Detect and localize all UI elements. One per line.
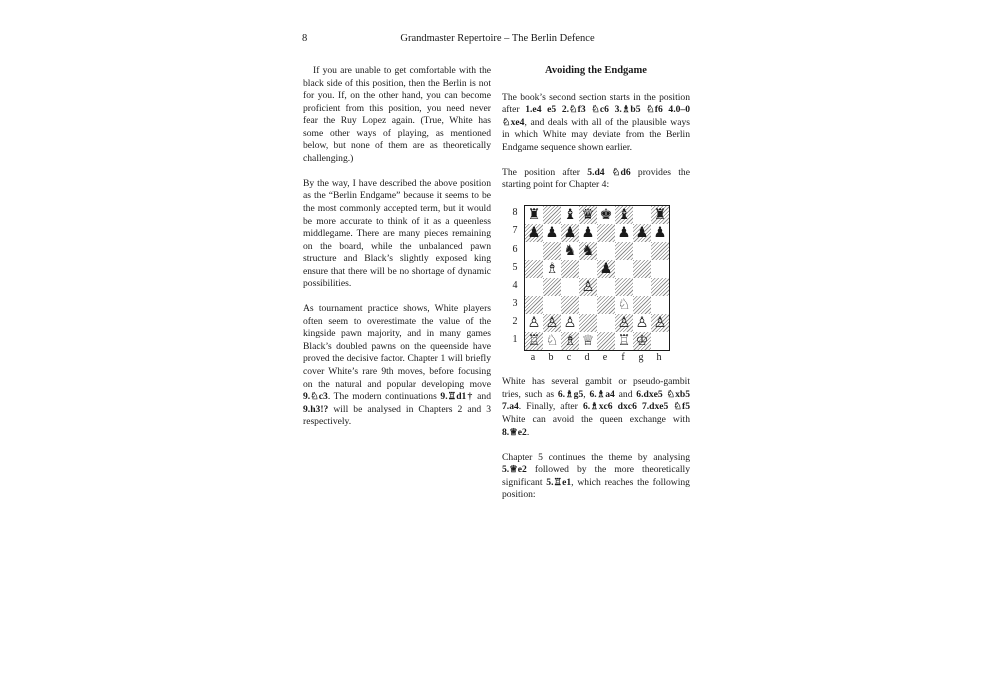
board-square: [579, 260, 597, 278]
chess-piece-icon: ♟: [635, 225, 649, 242]
left-column: [303, 65, 491, 441]
rank-label: 8: [512, 207, 518, 219]
chess-piece-icon: ♟: [653, 225, 667, 242]
board-square: [615, 242, 633, 260]
board-square: [525, 260, 543, 278]
chess-move: 9.♘c3: [303, 391, 328, 403]
chess-piece-icon: ♟: [563, 225, 577, 242]
chess-piece-icon: ♚: [599, 207, 613, 224]
board-square: [633, 296, 651, 314]
board-square: [525, 278, 543, 296]
board-square: [579, 206, 597, 224]
chess-piece-icon: ♞: [563, 243, 577, 260]
text-run: and: [473, 391, 491, 403]
board-square: [543, 206, 561, 224]
board-square: [615, 206, 633, 224]
text-run: White has several gambit or pseudo-gambit tries, such as: [502, 376, 690, 400]
chess-piece-icon: ♔: [635, 333, 649, 350]
board-square: [525, 314, 543, 332]
board-square: [561, 278, 579, 296]
paragraph: [502, 452, 690, 502]
chess-piece-icon: ♙: [653, 315, 667, 332]
board-square: [615, 332, 633, 350]
chess-piece-icon: ♙: [635, 315, 649, 332]
board-square: [579, 314, 597, 332]
board-square: [597, 278, 615, 296]
chess-piece-icon: ♞: [581, 243, 595, 260]
board-square: [651, 296, 669, 314]
board-square: [561, 242, 579, 260]
text-run: As tournament practice shows, White players often seem to overestimate the value of the kingside pawn majority, and in many games Black’s doubled pawns on the queenside have proved the decisive factor. Chapter 1 will briefly cover White’s rare 9th moves, before focusing on the natural and popular developing move: [303, 303, 491, 390]
chess-move: 5.♖e1: [546, 476, 572, 488]
chess-piece-icon: ♛: [581, 207, 595, 224]
text-run: ,: [583, 388, 590, 400]
board-square: [615, 314, 633, 332]
board-square: [543, 314, 561, 332]
chess-piece-icon: ♙: [545, 315, 559, 332]
chess-move: 9.h3!?: [303, 403, 329, 415]
rank-label: 6: [512, 243, 518, 255]
board-square: [579, 332, 597, 350]
board-square: [615, 260, 633, 278]
board-square: [543, 278, 561, 296]
board-square: [651, 314, 669, 332]
paragraph: If you are unable to get comfortable with the black side of this position, then the Berlin is not for you. If, on the other hand, you can become proficient from this position, you need never fear the Ruy Lopez again. (True, White has some other ways of playing, as mentioned below, but none of them are as theoretically challenging.): [303, 65, 491, 164]
chess-piece-icon: ♘: [617, 297, 631, 314]
board-square: [561, 206, 579, 224]
board-square: [579, 224, 597, 242]
board-square: [525, 332, 543, 350]
chess-piece-icon: ♜: [653, 207, 667, 224]
rank-label: 5: [512, 261, 518, 273]
board-square: [561, 296, 579, 314]
board-square: [543, 224, 561, 242]
chess-diagram: [502, 204, 690, 366]
board-square: [543, 332, 561, 350]
board-square: [615, 296, 633, 314]
board-square: [597, 332, 615, 350]
rank-label: 4: [512, 279, 518, 291]
paragraph: [303, 303, 491, 428]
board-square: [651, 224, 669, 242]
file-label: b: [548, 352, 554, 364]
paragraph: [502, 167, 690, 192]
chess-piece-icon: ♙: [581, 279, 595, 296]
board-square: [633, 332, 651, 350]
text-run: . Finally, after: [518, 401, 583, 413]
chess-piece-icon: ♙: [563, 315, 577, 332]
board-square: [579, 296, 597, 314]
running-title: Grandmaster Repertoire – The Berlin Defence: [400, 33, 595, 44]
file-label: g: [638, 352, 644, 364]
board-square: [543, 242, 561, 260]
chess-move: 6.♗xc6 dxc6 7.dxe5 ♘f5: [582, 401, 690, 413]
board-square: [525, 242, 543, 260]
board-square: [597, 260, 615, 278]
file-label: h: [656, 352, 662, 364]
board-square: [651, 242, 669, 260]
text-run: Chapter 5 continues the theme by analysing: [502, 451, 690, 463]
board-square: [561, 314, 579, 332]
board-square: [615, 278, 633, 296]
chess-piece-icon: ♜: [527, 207, 541, 224]
board-square: [633, 278, 651, 296]
chess-piece-icon: ♙: [617, 315, 631, 332]
board-square: [633, 224, 651, 242]
board-square: [651, 332, 669, 350]
chess-piece-icon: ♗: [563, 333, 577, 350]
chess-piece-icon: ♟: [527, 225, 541, 242]
board-square: [597, 242, 615, 260]
chess-piece-icon: ♖: [527, 333, 541, 350]
file-label: c: [566, 352, 572, 364]
board-square: [651, 278, 669, 296]
text-run: The book’s second section starts in the position after: [502, 91, 690, 116]
chess-moves: 1.e4 e5 2.♘f3 ♘c6 3.♗b5 ♘f6 4.0–0 ♘xe4: [502, 104, 690, 128]
board-square: [561, 332, 579, 350]
board-square: [633, 260, 651, 278]
text-run: provides the starting point for Chapter 4:: [502, 166, 690, 191]
rank-label: 7: [512, 225, 518, 237]
chess-piece-icon: ♝: [563, 207, 577, 224]
board-square: [597, 224, 615, 242]
text-run: , and deals with all of the plausible ways in which White may deviate from the Berlin Endgame sequence shown earlier.: [502, 116, 690, 153]
file-labels: [524, 352, 670, 365]
paragraph: By the way, I have described the above position as the “Berlin Endgame” because it seems to be the most commonly accepted term, but it would be more accurate to think of it as a queenless middlegame. There are many pieces remaining on the board, while the unbalanced pawn structure and Black’s slightly exposed king ensure that there will be no shortage of dynamic possibilities.: [303, 177, 491, 290]
board-square: [615, 224, 633, 242]
page-number: 8: [302, 33, 308, 44]
page-header: [300, 33, 695, 49]
board-square: [633, 314, 651, 332]
chess-move: 6.♗a4: [589, 388, 615, 400]
text-run: and: [614, 388, 637, 400]
chess-piece-icon: ♗: [545, 261, 559, 278]
chess-move: 5.♕e2: [502, 464, 527, 476]
chess-move: 6.♗g5: [557, 388, 584, 400]
rank-labels: [508, 204, 522, 349]
paragraph: [502, 92, 690, 155]
rank-label: 2: [512, 315, 518, 327]
board-square: [525, 296, 543, 314]
chess-piece-icon: ♙: [527, 315, 541, 332]
text-run: , which reaches the following position:: [502, 476, 690, 501]
text-run: . The modern continuations: [327, 391, 441, 403]
board-square: [597, 206, 615, 224]
chess-move: 8.♕e2: [502, 426, 527, 438]
board-square: [525, 224, 543, 242]
section-title: Avoiding the Endgame: [545, 65, 647, 76]
board-square: [543, 296, 561, 314]
chess-piece-icon: ♟: [545, 225, 559, 242]
chess-piece-icon: ♖: [617, 333, 631, 350]
chess-piece-icon: ♟: [581, 225, 595, 242]
rank-label: 1: [512, 334, 518, 346]
board-square: [579, 242, 597, 260]
chess-piece-icon: ♘: [545, 333, 559, 350]
text-run: .: [526, 426, 530, 438]
board-square: [651, 206, 669, 224]
file-label: f: [621, 352, 625, 364]
board-square: [579, 278, 597, 296]
board-square: [633, 206, 651, 224]
chess-board: [524, 205, 670, 351]
paragraph: [502, 376, 690, 439]
text-run: The position after: [502, 166, 588, 178]
file-label: a: [530, 352, 536, 364]
right-column: [502, 65, 690, 514]
chess-piece-icon: ♝: [617, 207, 631, 224]
file-label: e: [602, 352, 608, 364]
board-square: [597, 314, 615, 332]
text-run: followed by the more theoretically significant: [502, 464, 690, 488]
board-square: [651, 260, 669, 278]
chess-piece-icon: ♟: [599, 261, 613, 278]
board-square: [561, 224, 579, 242]
chess-piece-icon: ♕: [581, 333, 595, 350]
chess-move: 9.♖d1†: [440, 391, 474, 403]
board-square: [543, 260, 561, 278]
file-label: d: [584, 352, 590, 364]
board-square: [561, 260, 579, 278]
text-run: White can avoid the queen exchange with: [502, 414, 690, 426]
chess-moves: 5.d4 ♘d6: [587, 166, 631, 178]
rank-label: 3: [512, 297, 518, 309]
board-square: [525, 206, 543, 224]
chess-move: 6.dxe5 ♘xb5 7.a4: [502, 388, 691, 413]
board-square: [633, 242, 651, 260]
chess-piece-icon: ♟: [617, 225, 631, 242]
text-run: will be analysed in Chapters 2 and 3 respectively.: [303, 403, 491, 428]
board-square: [597, 296, 615, 314]
